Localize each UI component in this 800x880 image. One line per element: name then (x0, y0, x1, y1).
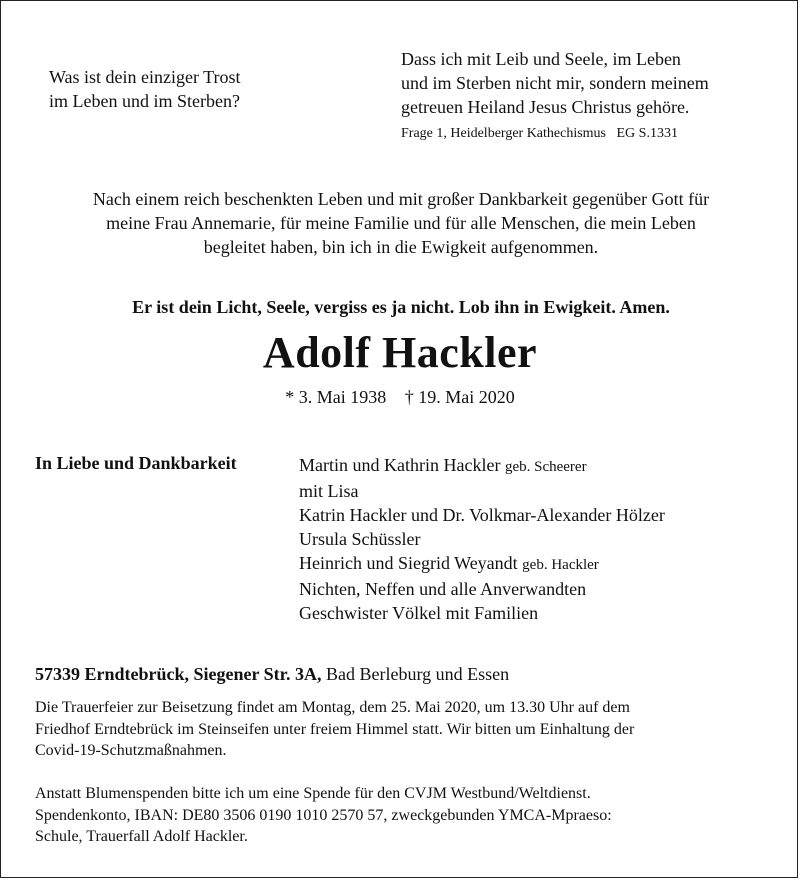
donation-info (35, 783, 769, 848)
intro-line: Nach einem reich beschenkten Leben und mit großer Dankbarkeit gegenüber Gott für (92, 189, 710, 209)
bible-verse: Er ist dein Licht, Seele, vergiss es ja nicht. Lob ihn in Ewigkeit. Amen. (132, 297, 670, 317)
mourner-line (299, 453, 779, 479)
mourner-name: Heinrich und Siegrid Weyandt (299, 553, 518, 573)
funeral-line: Covid-19-Schutzmaßnahmen. (35, 742, 227, 759)
funeral-info (35, 697, 769, 762)
mourner-line: Katrin Hackler und Dr. Volkmar-Alexander Hölzer (299, 505, 665, 525)
mourner-line: mit Lisa (299, 481, 359, 501)
mourners-heading: In Liebe und Dankbarkeit (35, 453, 237, 473)
question-line: Was ist dein einziger Trost (49, 67, 241, 87)
intro-text (31, 187, 771, 259)
deceased-name: Adolf Hackler (262, 328, 538, 377)
funeral-line: Friedhof Erndtebrück im Steinseifen unter freiem Himmel statt. Wir bitten um Einhaltung der (35, 720, 635, 738)
death-date: † 19. Mai 2020 (404, 387, 515, 407)
funeral-line: Die Trauerfeier zur Beisetzung findet am Montag, dem 25. Mai 2020, um 13.30 Uhr auf dem (35, 699, 630, 716)
life-dates (1, 387, 799, 408)
mourner-line (299, 551, 779, 577)
answer-line: Dass ich mit Leib und Seele, im Leben (401, 49, 681, 69)
donation-line: Anstatt Blumenspenden bitte ich um eine Spende für den CVJM Westbund/Weltdienst. (35, 785, 591, 802)
answer-line: getreuen Heiland Jesus Christus gehöre. (401, 97, 690, 117)
address-towns: Bad Berleburg und Essen (326, 664, 510, 684)
mourner-name: Martin und Kathrin Hackler (299, 455, 501, 475)
mourner-line: Nichten, Neffen und alle Anverwandten (299, 579, 587, 599)
mourners-list (299, 453, 779, 625)
quote-source: Frage 1, Heidelberger Kathechismus EG S.1331 (401, 126, 678, 141)
answer-line: und im Sterben nicht mir, sondern meinem (401, 73, 709, 93)
donation-line: Schule, Trauerfall Adolf Hackler. (35, 828, 248, 845)
intro-line: begleitet haben, bin ich in die Ewigkeit aufgenommen. (203, 237, 599, 257)
address-street: 57339 Erndtebrück, Siegener Str. 3A, (35, 664, 322, 684)
question-line: im Leben und im Sterben? (49, 91, 240, 111)
birth-date: * 3. Mai 1938 (285, 387, 387, 407)
donation-line: Spendenkonto, IBAN: DE80 3506 0190 1010 2570 57, zweckgebunden YMCA-Mpraeso: (35, 806, 612, 824)
catechism-question (49, 65, 309, 113)
intro-line: meine Frau Annemarie, für meine Familie und für alle Menschen, die mein Leben (106, 213, 696, 233)
maiden-name-note: geb. Scheerer (504, 459, 587, 475)
family-address (35, 664, 509, 685)
mourner-line: Ursula Schüssler (299, 529, 421, 549)
mourner-line: Geschwister Völkel mit Familien (299, 603, 539, 623)
maiden-name-note: geb. Hackler (522, 557, 599, 573)
catechism-answer (401, 47, 781, 143)
